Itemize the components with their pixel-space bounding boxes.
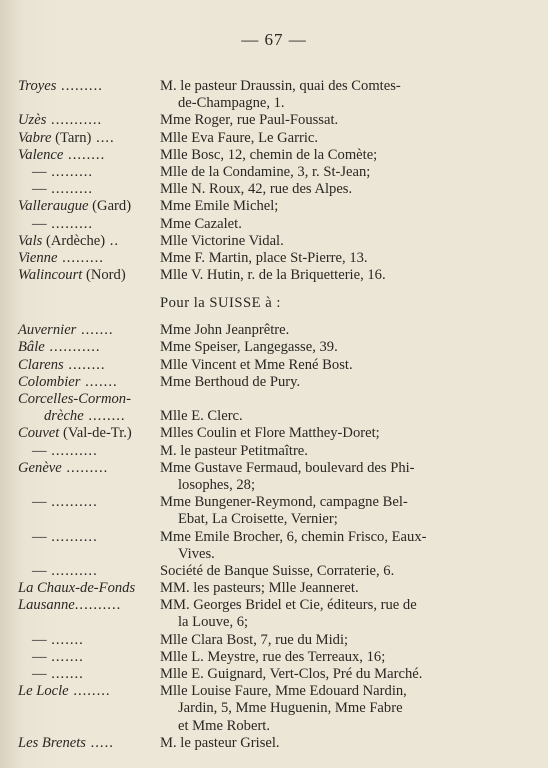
entry-place-name: — — [32, 648, 47, 665]
entry-line — [0, 494, 548, 511]
entry-address: Mlle Victorine Vidal. — [160, 232, 284, 249]
entry-address: Mlle Eva Faure, Le Garric. — [160, 129, 319, 146]
entry-address: Mme Speiser, Langegasse, 39. — [160, 339, 338, 356]
entry-place — [32, 216, 93, 233]
entry-place-name: — — [32, 181, 47, 198]
entry-address: Mme F. Martin, place St-Pierre, 13. — [160, 249, 368, 266]
entry-place — [18, 597, 121, 614]
entry-line — [0, 391, 548, 408]
entry-line — [0, 580, 548, 597]
entry-place — [32, 649, 84, 666]
entry-address: Mlle E. Guignard, Vert-Clos, Pré du Marché. — [160, 666, 423, 682]
entry-place — [18, 735, 114, 752]
entry-line — [0, 112, 548, 129]
entry-place-name: — — [32, 494, 47, 511]
entry-place — [32, 632, 84, 649]
entry-place — [18, 339, 101, 356]
entry-leader-dots: .......... — [46, 562, 98, 579]
entry-place-name: — — [32, 442, 47, 459]
entry-address: la Louve, 6; — [178, 614, 249, 631]
entry-place-name: Uzès — [18, 112, 47, 129]
entry-line — [0, 666, 548, 683]
entry-address: Mme Berthoud de Pury. — [160, 373, 301, 390]
entry-address: Mlle Louise Faure, Mme Edouard Nardin, — [160, 683, 407, 700]
entry-line — [0, 181, 548, 198]
entry-place-region: (Tarn) — [51, 129, 92, 146]
entry-place-name: drèche — [44, 408, 84, 425]
entry-address: Mlle E. Clerc. — [160, 408, 243, 425]
entry-address: Vives. — [178, 545, 215, 562]
entry-line — [0, 339, 548, 356]
entry-leader-dots: .. — [105, 232, 120, 249]
entry-place-name: Corcelles-Cormon- — [18, 391, 131, 407]
entry-place-name: Le Locle — [18, 683, 69, 700]
entry-line — [0, 233, 548, 250]
entry-leader-dots: .......... — [74, 597, 122, 614]
entry-place — [18, 460, 108, 477]
entry-line — [0, 198, 548, 215]
entry-line — [0, 408, 548, 425]
entry-place-name: — — [32, 631, 47, 648]
entry-place — [18, 130, 115, 147]
entry-place-name: Valleraugue — [18, 198, 89, 215]
entry-line — [0, 632, 548, 649]
entry-address: Mlles Coulin et Flore Matthey-Doret; — [160, 425, 380, 442]
entry-place — [18, 391, 131, 408]
entry-address: M. le pasteur Petitmaître. — [160, 442, 308, 459]
entry-line — [0, 250, 548, 267]
entry-place-name: Auvernier — [18, 322, 77, 339]
entry-line — [0, 529, 548, 546]
entry-address: Mlle L. Meystre, rue des Terreaux, 16; — [160, 648, 386, 665]
entry-line — [0, 357, 548, 374]
entry-address: Société de Banque Suisse, Corraterie, 6. — [160, 562, 395, 579]
entry-leader-dots: ........ — [63, 356, 106, 373]
entry-line — [0, 735, 548, 752]
entry-place-name: Walincourt — [18, 267, 83, 284]
entry-place-name: — — [32, 666, 47, 682]
entry-line — [0, 614, 548, 631]
entry-leader-dots: .......... — [46, 442, 98, 459]
entry-place-region: (Gard) — [88, 198, 132, 215]
entry-line — [0, 425, 548, 442]
entry-address: M. le pasteur Grisel. — [160, 734, 280, 751]
entry-address: Mme Bungener-Reymond, campagne Bel- — [160, 494, 408, 511]
entry-line — [0, 700, 548, 717]
entry-place-region: (Nord) — [82, 267, 126, 284]
entry-place — [18, 233, 119, 250]
entry-address: MM. les pasteurs; Mlle Jeanneret. — [160, 580, 359, 597]
entry-address: Mlle Vincent et Mme René Bost. — [160, 356, 353, 373]
entry-line — [0, 164, 548, 181]
entry-place — [32, 164, 93, 181]
entry-leader-dots: ......... — [57, 249, 104, 266]
entry-leader-dots: ......... — [46, 215, 94, 232]
entry-place — [18, 580, 135, 597]
entry-leader-dots: ....... — [46, 631, 84, 648]
entry-place — [18, 198, 131, 215]
entry-address: Mlle Clara Bost, 7, rue du Midi; — [160, 631, 349, 648]
entry-place-name: Couvet — [18, 425, 60, 442]
entry-place — [18, 78, 103, 95]
entry-place — [18, 322, 114, 339]
entry-list — [0, 78, 548, 752]
section-heading-row — [0, 284, 548, 322]
entry-leader-dots: ......... — [56, 78, 103, 94]
entry-place — [44, 408, 126, 425]
entry-line — [0, 130, 548, 147]
entry-line — [0, 95, 548, 112]
entry-place-name: Genève — [18, 459, 62, 476]
entry-place-name: Troyes — [18, 78, 57, 94]
entry-place — [32, 494, 98, 511]
entry-line — [0, 597, 548, 614]
entry-place — [32, 563, 98, 580]
entry-place-name: — — [32, 215, 47, 232]
entry-leader-dots: ........... — [44, 339, 101, 356]
entry-line — [0, 546, 548, 563]
entry-address: de-Champagne, 1. — [178, 95, 285, 112]
entry-address: et Mme Robert. — [178, 717, 271, 734]
entry-leader-dots: .......... — [46, 494, 98, 511]
entry-leader-dots: ......... — [46, 181, 94, 198]
entry-place-name: Lausanne — [18, 597, 75, 614]
entry-line — [0, 374, 548, 391]
entry-address: M. le pasteur Draussin, quai des Comtes- — [160, 78, 401, 94]
entry-place — [18, 357, 106, 374]
entry-place — [18, 250, 104, 267]
entry-address: Mlle N. Roux, 42, rue des Alpes. — [160, 181, 353, 198]
entry-address: losophes, 28; — [178, 476, 256, 493]
entry-leader-dots: .......... — [46, 528, 98, 545]
entry-place — [18, 374, 118, 391]
entry-place-name: La Chaux-de-Fonds — [18, 580, 136, 597]
entry-leader-dots: ....... — [46, 666, 84, 682]
entry-place-name: — — [32, 562, 47, 579]
entry-leader-dots: ........ — [63, 146, 106, 163]
page-number: — 67 — — [241, 30, 307, 49]
entry-address: Mme Emile Michel; — [160, 198, 279, 215]
entry-place — [32, 529, 98, 546]
entry-place — [18, 425, 132, 442]
entry-leader-dots: ........... — [46, 112, 103, 129]
entry-place-name: Vabre — [18, 129, 52, 146]
entry-address: Mlle Bosc, 12, chemin de la Comète; — [160, 146, 378, 163]
entry-place-name: Colombier — [18, 373, 81, 390]
entry-address: Jardin, 5, Mme Huguenin, Mme Fabre — [178, 700, 403, 717]
entry-line — [0, 443, 548, 460]
entry-address: Mlle V. Hutin, r. de la Briquetterie, 16. — [160, 267, 386, 284]
entry-place — [18, 147, 105, 164]
entry-place-region: (Val-de-Tr.) — [59, 425, 132, 442]
entry-leader-dots: ....... — [46, 648, 84, 665]
entry-line — [0, 718, 548, 735]
entry-place-name: Vals — [18, 232, 43, 249]
entry-place-name: Clarens — [18, 356, 64, 373]
entry-place-name: Valence — [18, 146, 64, 163]
entry-line — [0, 216, 548, 233]
entry-line — [0, 477, 548, 494]
entry-leader-dots: ..... — [85, 734, 114, 751]
entry-leader-dots: ........ — [83, 408, 126, 425]
entry-place-region: (Ardèche) — [42, 232, 106, 249]
entry-line — [0, 649, 548, 666]
entry-leader-dots: .... — [91, 129, 115, 146]
section-heading: Pour la SUISSE à : — [160, 295, 281, 312]
entry-leader-dots: ........ — [68, 683, 111, 700]
entry-place-name: Les Brenets — [18, 734, 86, 751]
entry-address: Ebat, La Croisette, Vernier; — [178, 511, 338, 528]
entry-address: Mlle de la Condamine, 3, r. St-Jean; — [160, 163, 371, 180]
entry-line — [0, 460, 548, 477]
entry-place — [32, 666, 84, 683]
entry-place — [18, 683, 111, 700]
entry-line — [0, 683, 548, 700]
entry-place — [32, 181, 93, 198]
entry-place — [18, 267, 126, 284]
entry-leader-dots: ......... — [61, 459, 109, 476]
entry-address: MM. Georges Bridel et Cie, éditeurs, rue de — [160, 597, 417, 614]
entry-line — [0, 511, 548, 528]
entry-line — [0, 322, 548, 339]
entry-place-name: Vienne — [18, 249, 58, 266]
entry-place-name: Bâle — [18, 339, 45, 356]
entry-line — [0, 267, 548, 284]
entry-place — [32, 443, 98, 460]
entry-place — [18, 112, 102, 129]
entry-leader-dots: ....... — [80, 373, 118, 390]
entry-place-name: — — [32, 163, 47, 180]
entry-leader-dots: ....... — [76, 322, 114, 339]
entry-line — [0, 78, 548, 95]
entry-address: Mme Roger, rue Paul-Foussat. — [160, 112, 339, 129]
entry-address: Mme Emile Brocher, 6, chemin Frisco, Eaux- — [160, 528, 427, 545]
entry-line — [0, 147, 548, 164]
entry-address: Mme Cazalet. — [160, 215, 242, 232]
entry-address: Mme Gustave Fermaud, boulevard des Phi- — [160, 459, 415, 476]
entry-leader-dots: ......... — [46, 163, 94, 180]
entry-address: Mme John Jeanprêtre. — [160, 322, 290, 339]
entry-place-name: — — [32, 528, 47, 545]
entry-line — [0, 563, 548, 580]
